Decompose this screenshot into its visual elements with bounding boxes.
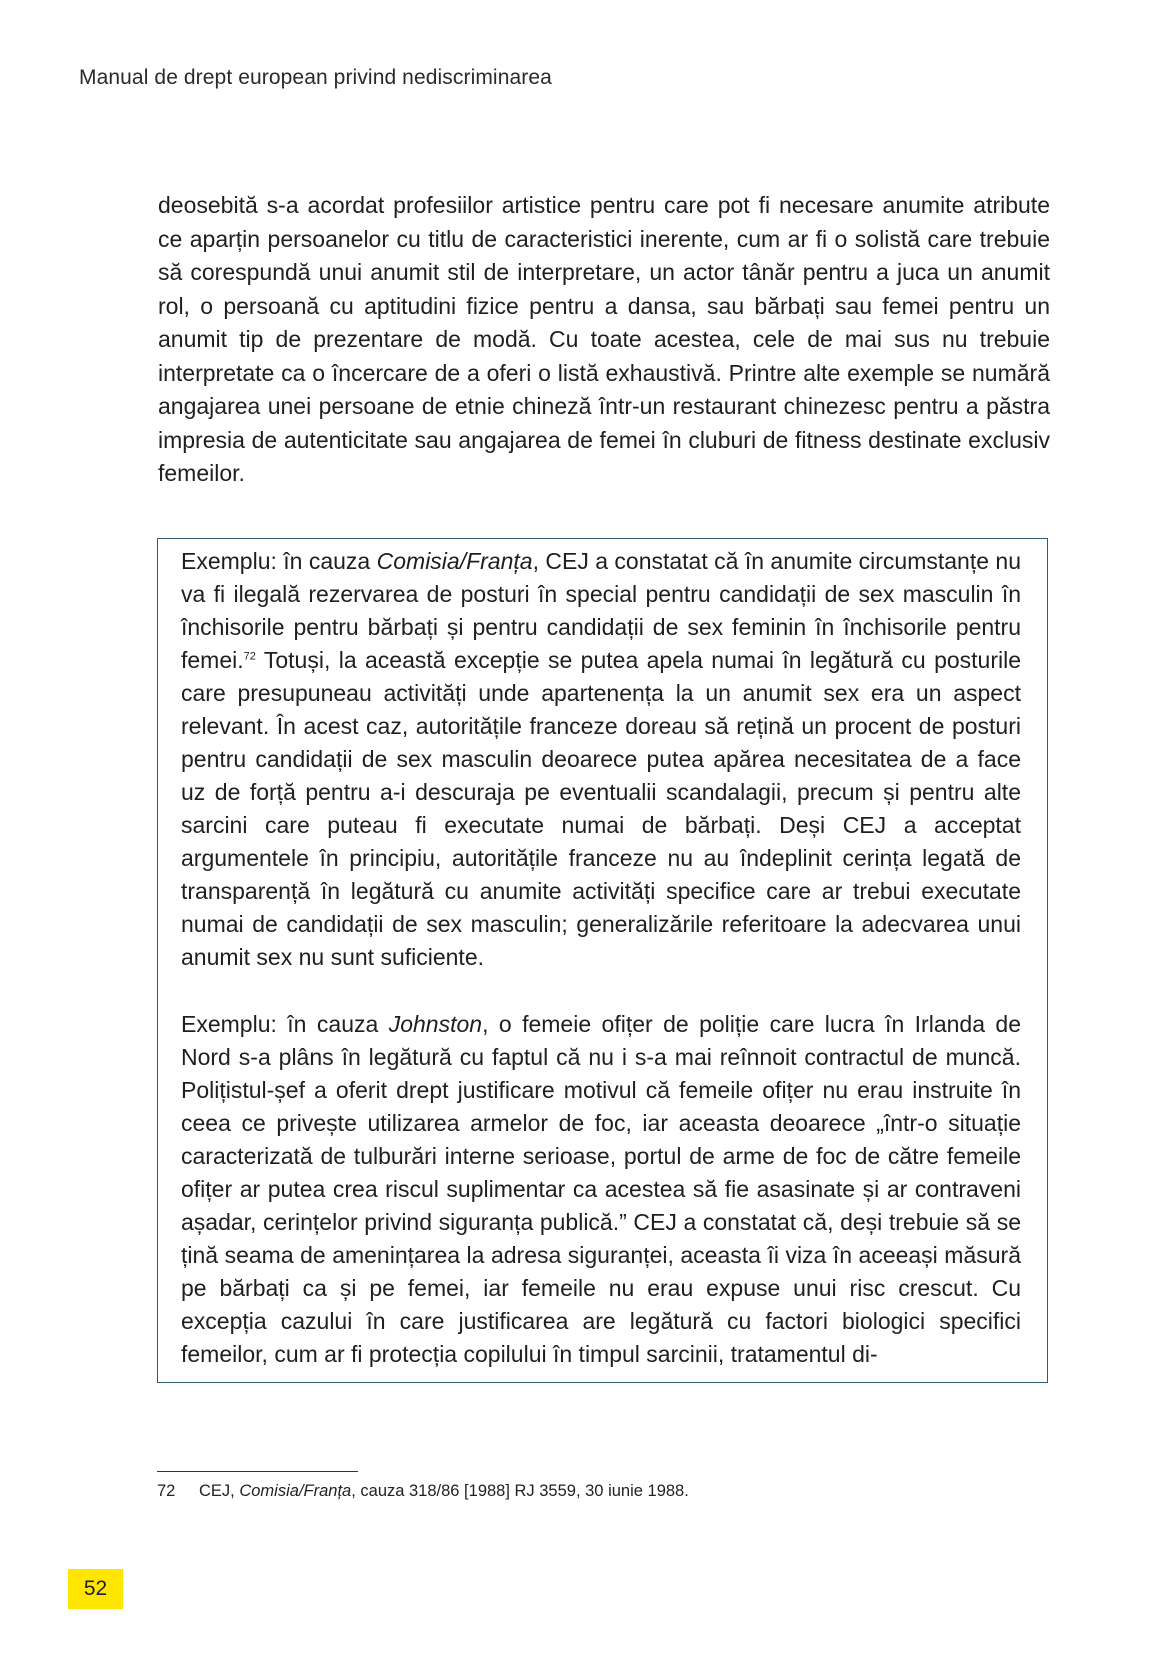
example-comisia-franta	[181, 545, 1021, 974]
body-paragraph: deosebită s-a acordat profesiilor artistice pentru care pot fi necesare anumite atribute ce aparțin persoanelor cu titlu de caracteristici inerente, cum ar fi o solistă care trebuie să corespundă unui anumit stil de interpretare, un actor tânăr pentru a juca un anumit rol, o persoană cu aptitudini fizice pentru a dansa, sau bărbați sau femei pentru un anumit tip de prezentare de modă. Cu toate acestea, cele de mai sus nu trebuie interpretate ca o încercare de a oferi o listă exhaustivă. Printre alte exemple se numără angajarea unei persoane de etnie chineză într-un restaurant chinezesc pentru a păstra impresia de autenticitate sau angajarea de femei în cluburi de fitness destinate exclusiv femeilor.	[158, 192, 1050, 486]
example-text: , CEJ a constatat că în anumite circumstanțe nu va fi ilegală rezervarea de posturi în special pentru candidații de sex masculin în închisorile pentru bărbați și pentru candidații de sex feminin în închisorile pentru femei.	[181, 548, 1021, 673]
footnote-case: Comisia/Franța	[239, 1482, 352, 1500]
example-text-continued: Totuși, la această excepție se putea apela numai în legătură cu posturile care presupuneau activități unde apartenența la un anumit sex era un aspect relevant. În acest caz, autoritățile franceze doreau să rețină un procent de posturi pentru candidații de sex masculin deoarece putea apărea necesitatea de a face uz de forță pentru a-i descuraja pe eventualii scandalagii, precum și pentru alte sarcini care puteau fi executate numai de bărbați. Deși CEJ a acceptat argumentele în principiu, autoritățile franceze nu au îndeplinit cerința legată de transparență în legătură cu anumite activități specifice care ar trebui executate numai de candidații de sex masculin; generalizările referitoare la adecvarea unui anumit sex nu sunt suficiente.	[181, 647, 1021, 970]
footnote-ref[interactable]: 72	[243, 650, 256, 663]
example-lead: Exemplu: în cauza	[181, 548, 377, 574]
footnote-citation: , cauza 318/86 [1988] RJ 3559, 30 iunie 1988.	[351, 1482, 689, 1500]
page-number: 52	[68, 1569, 123, 1609]
examples-box	[157, 538, 1048, 1383]
footnote-number: 72	[157, 1482, 176, 1500]
example-text: , o femeie ofițer de poliție care lucra în Irlanda de Nord s-a plâns în legătură cu faptul că nu i s-a mai reînnoit contractul de muncă. Polițistul-șef a oferit drept justificare motivul că femeile ofițer nu erau instruite în ceea ce privește utilizarea armelor de foc, iar aceasta deoarece „într-o situație caracterizată de tulburări interne serioase, portul de arme de foc de către femeile ofițer ar putea crea riscul suplimentar ca acestea să fie asasinate și ar contraveni așadar, cerințelor privind siguranța publică.” CEJ a constatat că, deși trebuie să se țină seama de amenințarea la adresa siguranței, aceasta îi viza în aceeași măsură pe bărbați ca și pe femei, iar femeile nu erau expuse unui risc crescut. Cu excepția cazului în care justificarea are legătură cu factori biologici specifici femeilor, cum ar fi protecția copilului în timpul sarcinii, tratamentul di-	[181, 1011, 1021, 1367]
footnote-court: CEJ,	[199, 1482, 240, 1500]
running-header: Manual de drept european privind nediscriminarea	[79, 66, 552, 89]
example-lead: Exemplu: în cauza	[181, 1011, 389, 1037]
case-name: Johnston	[388, 1011, 483, 1037]
footnote-72	[157, 1482, 689, 1501]
example-johnston	[181, 1008, 1021, 1371]
footnote-divider	[157, 1471, 358, 1472]
case-name: Comisia/Franța	[376, 548, 533, 574]
